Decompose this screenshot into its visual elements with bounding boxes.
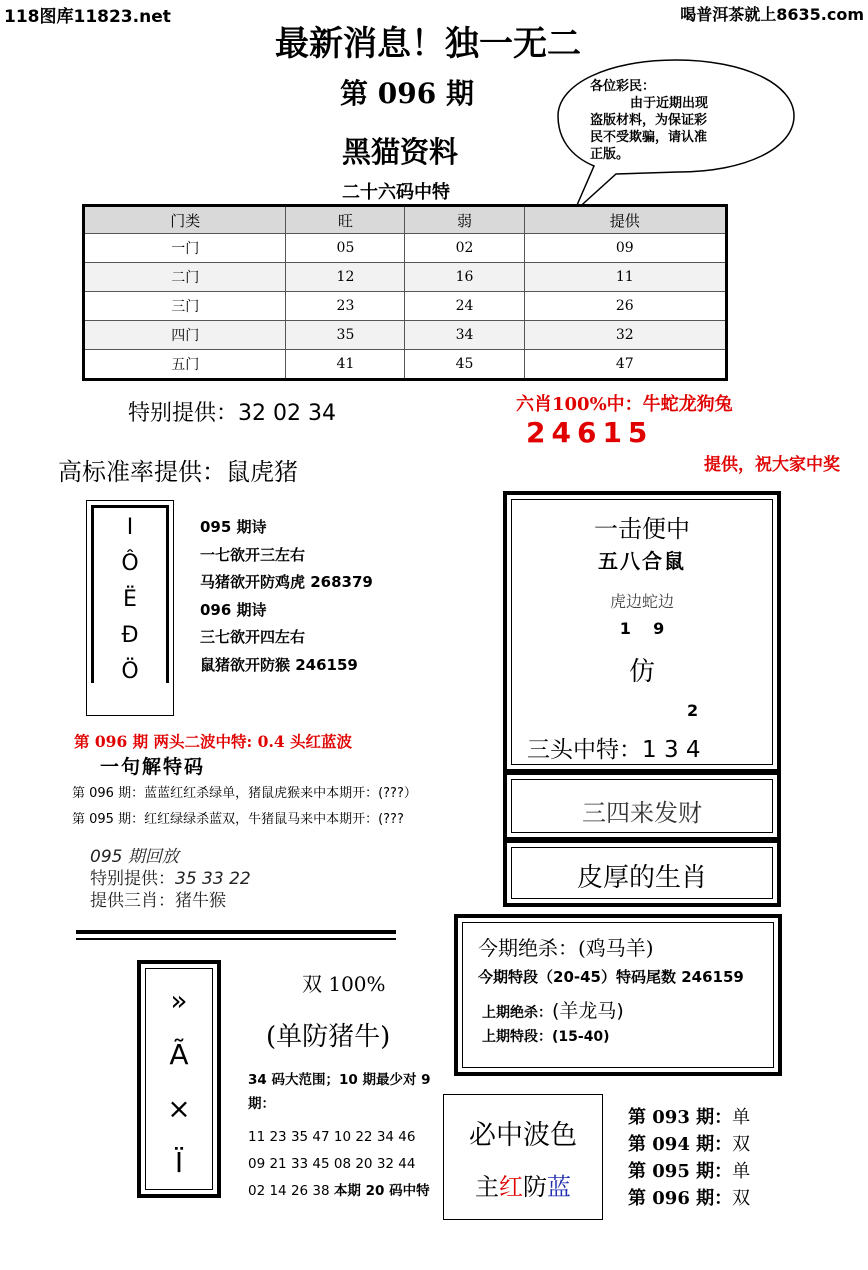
divider-thick (76, 930, 396, 934)
site-right: 喝普洱茶就上8635.com (680, 5, 864, 24)
list-item: 第 095 期：单 (628, 1161, 751, 1182)
hit-sub: 五八合鼠 (598, 549, 686, 573)
high-standard: 高标准率提供：鼠虎猪 (58, 458, 298, 486)
table-cell: 05 (286, 234, 405, 263)
fortune-box (503, 771, 781, 841)
double-numbers: 11 23 35 47 10 22 34 46 09 21 33 45 08 20 32 44 02 14 26 38 本期 20 码中特 (248, 1129, 430, 1199)
riddle-title: 一句解特码 (100, 756, 206, 778)
header-cell: 旺 (286, 206, 405, 234)
issue-number: 第 096 期 (340, 77, 474, 110)
double-range: 34 码大范围；10 期最少对 9 期： (248, 1072, 431, 1112)
table-cell: 32 (524, 321, 726, 350)
table-cell: 16 (405, 263, 524, 292)
wish-text: 提供，祝大家中奖 (704, 455, 840, 475)
table-cell: 09 (524, 234, 726, 263)
notice-text: 各位彩民： 由于近期出现 盗版材料，为保证彩 民不受欺骗，请认准 正版。 (590, 79, 709, 160)
site-left: 118图库11823.net (4, 7, 171, 27)
double-glyphs: » Ã × Ï (167, 984, 191, 1179)
table-cell: 35 (286, 321, 405, 350)
list-item: 第 094 期：双 (628, 1134, 751, 1155)
header-cell: 门类 (84, 206, 286, 234)
table-header-row (84, 206, 727, 234)
double-guard: (单防猪牛) (266, 1022, 391, 1052)
table-row (84, 350, 727, 380)
table-cell: 一门 (84, 234, 286, 263)
table-row (84, 263, 727, 292)
kill-line-4: 上期特段：(15-40) (482, 1029, 610, 1045)
riddle-096: 第 096 期：蓝蓝红红杀绿单，猪鼠虎猴来中本期开：(???） (72, 786, 417, 801)
table-cell: 三门 (84, 292, 286, 321)
special-number: 24615 (526, 416, 654, 449)
hit-box (503, 491, 781, 773)
header-cell: 弱 (405, 206, 524, 234)
special-provide: 特别提供：32 02 34 (128, 401, 336, 426)
table-row (84, 292, 727, 321)
fortune-text: 三四来发财 (582, 799, 702, 827)
table-cell: 四门 (84, 321, 286, 350)
kill-line-1: 今期绝杀：(鸡马羊) (478, 936, 654, 960)
table-cell: 26 (524, 292, 726, 321)
page-title: 最新消息！独一无二 (275, 24, 581, 64)
kill-box (454, 914, 782, 1076)
double-glyph-frame (137, 960, 221, 1198)
hit-hint: 虎边蛇边 (609, 592, 674, 611)
table-row (84, 234, 727, 263)
table-cell: 02 (405, 234, 524, 263)
header-cell: 提供 (524, 206, 726, 234)
hit-two: 2 (687, 701, 699, 720)
kill-line-2: 今期特段（20-45）特码尾数 246159 (478, 968, 744, 986)
wave-color-box (443, 1094, 603, 1220)
list-item: 第 096 期：双 (628, 1188, 751, 1209)
table-cell: 五门 (84, 350, 286, 380)
table-cell: 23 (286, 292, 405, 321)
poem-glyph-inner (91, 505, 169, 683)
thick-skin-text: 皮厚的生肖 (576, 863, 707, 893)
table-row (84, 321, 727, 350)
hit-fang: 仿 (628, 657, 655, 687)
hit-nums: 1 9 (619, 619, 665, 638)
table-cell: 二门 (84, 263, 286, 292)
wave-headline: 第 096 期 两头二波中特: 0.4 头红蓝波 (74, 732, 353, 751)
table-cell: 34 (405, 321, 524, 350)
poem-glyph-frame (86, 500, 174, 716)
table-cell: 41 (286, 350, 405, 380)
kill-line-3: 上期绝杀：(羊龙马) (482, 1000, 624, 1022)
hit-title: 一击便中 (594, 515, 690, 543)
table-cell: 45 (405, 350, 524, 380)
six-zodiac: 六肖100%中：牛蛇龙狗兔 (516, 394, 733, 415)
thick-skin-box (503, 839, 781, 907)
table-cell: 12 (286, 263, 405, 292)
table-caption: 二十六码中特 (342, 182, 450, 203)
table-cell: 11 (524, 263, 726, 292)
table-cell: 24 (405, 292, 524, 321)
odd-even-list (628, 1104, 750, 1212)
divider-thin (76, 938, 396, 940)
riddle-095: 第 095 期：红红绿绿杀蓝双，牛猪鼠马来中本期开：(??? (72, 812, 404, 827)
list-item: 第 093 期：单 (628, 1107, 751, 1128)
three-head: 三头中特：1 3 4 (527, 737, 701, 763)
poem-text: 095 期诗 一七欲开三左右 马猪欲开防鸡虎 268379 096 期诗 三七欲开四左右 鼠猪欲开防猴 246159 (200, 518, 373, 674)
subtitle: 黑猫资料 (342, 135, 459, 169)
main-table (82, 204, 728, 381)
wave-color-title: 必中波色 (469, 1120, 577, 1151)
poem-glyphs: I Ô Ë Ð Ö (121, 515, 139, 684)
wave-color-line: 主红防蓝 (475, 1173, 571, 1201)
table-cell: 47 (524, 350, 726, 380)
replay-block: 095 期回放 特别提供：35 33 22 提供三肖：猪牛猴 (90, 847, 251, 911)
double-title: 双 100% (302, 972, 386, 996)
